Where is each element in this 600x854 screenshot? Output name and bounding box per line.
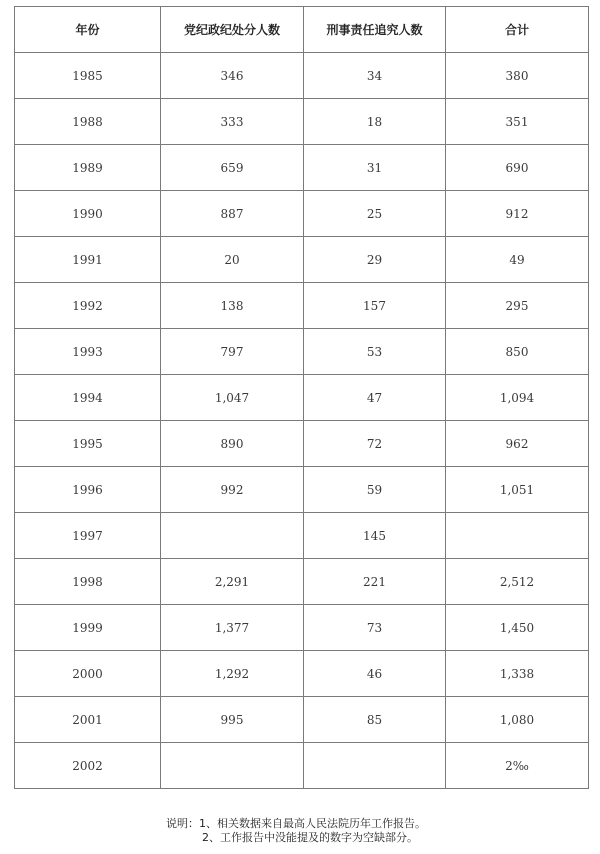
table-notes [166, 817, 426, 845]
cell-criminal: 59 [304, 467, 446, 513]
cell-criminal: 46 [304, 651, 446, 697]
table-row [15, 421, 589, 467]
cell-year: 1995 [15, 421, 161, 467]
cell-year: 1990 [15, 191, 161, 237]
table-header-row [15, 7, 589, 53]
table-row [15, 651, 589, 697]
cell-total: 962 [446, 421, 589, 467]
cell-total: 1,094 [446, 375, 589, 421]
statistics-table [14, 6, 589, 789]
cell-year: 1997 [15, 513, 161, 559]
cell-criminal: 73 [304, 605, 446, 651]
table-row [15, 375, 589, 421]
table-row [15, 99, 589, 145]
table-row [15, 513, 589, 559]
cell-total [446, 513, 589, 559]
cell-criminal: 221 [304, 559, 446, 605]
table-row [15, 237, 589, 283]
header-total: 合计 [446, 7, 589, 53]
cell-criminal: 29 [304, 237, 446, 283]
header-year: 年份 [15, 7, 161, 53]
cell-disciplinary: 797 [161, 329, 304, 375]
table-row [15, 559, 589, 605]
cell-total: 2‰ [446, 743, 589, 789]
cell-year: 1998 [15, 559, 161, 605]
cell-disciplinary [161, 513, 304, 559]
cell-criminal: 53 [304, 329, 446, 375]
cell-year: 1988 [15, 99, 161, 145]
header-disciplinary-count: 党纪政纪处分人数 [161, 7, 304, 53]
header-criminal-count: 刑事责任追究人数 [304, 7, 446, 53]
cell-disciplinary: 2,291 [161, 559, 304, 605]
cell-year: 1992 [15, 283, 161, 329]
cell-criminal: 31 [304, 145, 446, 191]
cell-total: 2,512 [446, 559, 589, 605]
cell-criminal: 18 [304, 99, 446, 145]
cell-criminal: 145 [304, 513, 446, 559]
cell-total: 351 [446, 99, 589, 145]
table-row [15, 329, 589, 375]
cell-criminal [304, 743, 446, 789]
cell-total: 1,080 [446, 697, 589, 743]
cell-total: 380 [446, 53, 589, 99]
cell-year: 1989 [15, 145, 161, 191]
table-row [15, 697, 589, 743]
table-row [15, 467, 589, 513]
cell-disciplinary: 995 [161, 697, 304, 743]
cell-criminal: 34 [304, 53, 446, 99]
cell-total: 49 [446, 237, 589, 283]
note-line-2: 2、工作报告中没能提及的数字为空缺部分。 [202, 831, 418, 844]
table-row [15, 53, 589, 99]
cell-criminal: 47 [304, 375, 446, 421]
cell-disciplinary: 138 [161, 283, 304, 329]
cell-total: 1,338 [446, 651, 589, 697]
cell-total: 295 [446, 283, 589, 329]
cell-total: 1,450 [446, 605, 589, 651]
cell-disciplinary: 659 [161, 145, 304, 191]
cell-total: 690 [446, 145, 589, 191]
cell-criminal: 25 [304, 191, 446, 237]
cell-total: 850 [446, 329, 589, 375]
cell-year: 1993 [15, 329, 161, 375]
cell-year: 2001 [15, 697, 161, 743]
note-line-1: 说明：1、相关数据来自最高人民法院历年工作报告。 [166, 817, 426, 830]
cell-year: 1985 [15, 53, 161, 99]
table-row [15, 283, 589, 329]
cell-disciplinary: 992 [161, 467, 304, 513]
data-table-container [14, 6, 588, 789]
cell-disciplinary: 20 [161, 237, 304, 283]
cell-total: 1,051 [446, 467, 589, 513]
cell-total: 912 [446, 191, 589, 237]
cell-year: 2002 [15, 743, 161, 789]
cell-disciplinary: 1,047 [161, 375, 304, 421]
cell-year: 1996 [15, 467, 161, 513]
cell-disciplinary: 1,292 [161, 651, 304, 697]
table-row [15, 605, 589, 651]
cell-year: 1991 [15, 237, 161, 283]
cell-disciplinary: 333 [161, 99, 304, 145]
table-row [15, 145, 589, 191]
table-row [15, 743, 589, 789]
cell-disciplinary: 887 [161, 191, 304, 237]
cell-criminal: 85 [304, 697, 446, 743]
table-row [15, 191, 589, 237]
cell-disciplinary: 346 [161, 53, 304, 99]
cell-disciplinary: 1,377 [161, 605, 304, 651]
cell-criminal: 72 [304, 421, 446, 467]
cell-disciplinary: 890 [161, 421, 304, 467]
cell-disciplinary [161, 743, 304, 789]
cell-year: 1994 [15, 375, 161, 421]
cell-year: 1999 [15, 605, 161, 651]
cell-year: 2000 [15, 651, 161, 697]
cell-criminal: 157 [304, 283, 446, 329]
